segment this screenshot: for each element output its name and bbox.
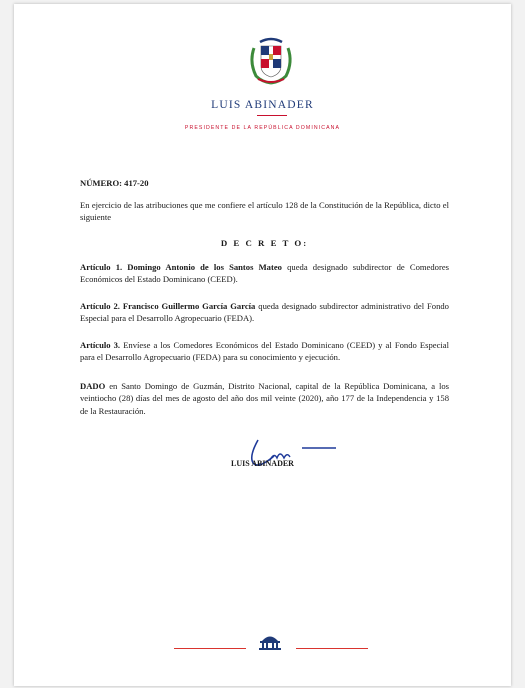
signer-name: LUIS ABINADER	[231, 459, 294, 468]
article-1	[80, 261, 449, 286]
article-2	[80, 300, 449, 325]
article-1-text: queda designado subdirector de Comedores Económicos del Estado Dominicano (CEED).	[80, 262, 449, 285]
national-palace-icon	[257, 632, 283, 650]
letterhead-name: LUIS ABINADER	[211, 99, 314, 111]
decree-preamble: En ejercicio de las atribuciones que me confiere el artículo 128 de la Constitución de la República, dicto el siguiente	[80, 200, 449, 223]
letterhead-divider	[257, 115, 287, 116]
article-2-text: queda designado subdirector administrativo del Fondo Especial para el Desarrollo Agropecuario (FEDA).	[80, 301, 449, 324]
dado-text: en Santo Domingo de Guzmán, Distrito Nacional, capital de la República Dominicana, a los veintiocho (28) días del mes de agosto del año dos mil veinte (2020), año 177 de la Independencia y 158 de la Restauración.	[80, 381, 449, 416]
article-2-label: Artículo 2.	[80, 301, 120, 311]
article-1-appointee: Domingo Antonio de los Santos Mateo	[127, 262, 282, 272]
footer-divider-right	[296, 648, 368, 649]
article-1-label: Artículo 1.	[80, 262, 123, 272]
document-page	[14, 4, 511, 686]
coat-of-arms-icon	[246, 34, 296, 86]
article-3	[80, 339, 449, 364]
decree-number: NÚMERO: 417-20	[80, 178, 149, 188]
letterhead-title: PRESIDENTE DE LA REPÚBLICA DOMINICANA	[184, 125, 341, 131]
dado-paragraph	[80, 380, 449, 417]
footer-divider-left	[174, 648, 246, 649]
decree-heading: D E C R E T O:	[220, 238, 309, 248]
article-2-appointee: Francisco Guillermo García García	[122, 301, 256, 311]
dado-label: DADO	[80, 381, 106, 391]
article-3-label: Artículo 3.	[80, 340, 121, 350]
article-3-text: Envíese a los Comedores Económicos del Estado Dominicano (CEED) y al Fondo Especial para el Desarrollo Agropecuario (FEDA) para su conocimiento y ejecución.	[80, 340, 449, 363]
